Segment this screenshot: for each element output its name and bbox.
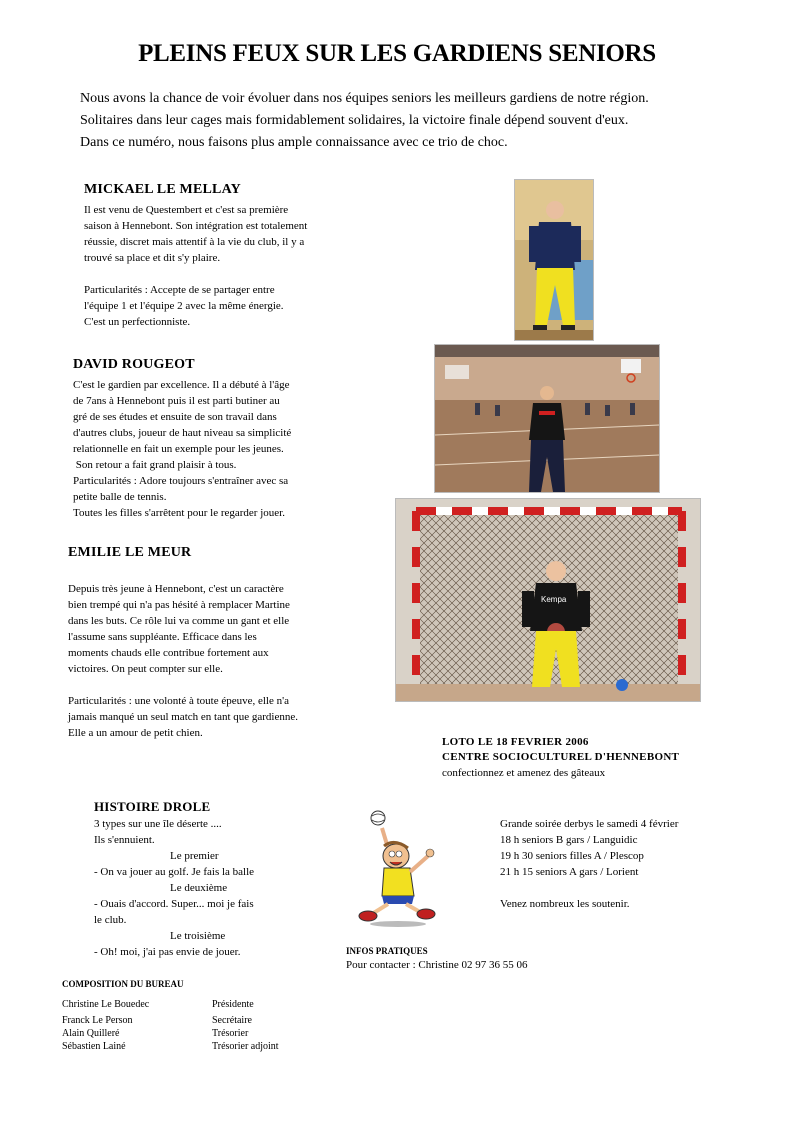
member-role: Trésorier adjoint [212, 1041, 279, 1052]
joke-line: - Oh! moi, j'ai pas envie de jouer. [94, 946, 241, 958]
loto-title: LOTO LE 18 FEVRIER 2006 [442, 736, 589, 748]
goalkeeper-bio [68, 581, 358, 741]
board-member-row [62, 1027, 342, 1040]
handball-cartoon-image [348, 808, 448, 928]
intro-text [80, 88, 760, 154]
joke-text [94, 816, 304, 960]
goalkeeper-section-1 [84, 182, 374, 330]
bio-line: Particularités : une volonté à toute épeuve, elle n'a [68, 695, 289, 707]
board-title: COMPOSITION DU BUREAU [62, 979, 184, 989]
joke-title: HISTOIRE DROLE [94, 799, 211, 814]
contact-line: Pour contacter : Christine 02 97 36 55 06 [346, 959, 528, 971]
bio-line: réussie, discret mais attentif à la vie du club, il y a [84, 236, 305, 248]
bio-line: saison à Hennebont. Son intégration est totalement [84, 220, 308, 232]
goalkeeper-section-2 [73, 357, 363, 521]
member-role: Secrétaire [212, 1015, 252, 1026]
joke-line: le club. [94, 914, 127, 926]
joke-line: - On va jouer au golf. Je fais la balle [94, 866, 255, 878]
joke-section [94, 799, 304, 960]
bio-line: Particularités : Adore toujours s'entraîner avec sa [73, 475, 289, 487]
practical-info [346, 945, 527, 973]
loto-announcement [442, 735, 679, 781]
goalkeeper-section-3 [68, 545, 358, 741]
intro-line: Dans ce numéro, nous faisons plus ample connaissance avec ce trio de choc. [80, 135, 508, 150]
member-name: Christine Le Bouedec [62, 999, 150, 1010]
member-name: Franck Le Person [62, 1015, 133, 1026]
page-title: PLEINS FEUX SUR LES GARDIENS SENIORS [138, 40, 656, 67]
bio-line: gré de ses études et ensuite de son travail dans [73, 411, 277, 423]
bio-line: bien trempé qui n'a pas hésité à remplacer Martine [68, 599, 290, 611]
member-role: Trésorier [212, 1028, 249, 1039]
bio-line: Il est venu de Questembert et c'est sa première [84, 204, 289, 216]
joke-line: Le deuxième [170, 882, 228, 894]
bio-line: dans les buts. Ce rôle lui va comme un gant et elle [68, 615, 290, 627]
intro-line: Nous avons la chance de voir évoluer dans nos équipes seniors les meilleurs gardiens de notre région. [80, 91, 649, 106]
goalkeeper-name: MICKAEL LE MELLAY [84, 182, 241, 197]
board-composition [62, 978, 342, 1053]
derby-line: 18 h seniors B gars / Languidic [500, 834, 638, 846]
goalkeeper-bio [73, 377, 363, 521]
member-role: Présidente [212, 999, 254, 1010]
derby-line: 21 h 15 seniors A gars / Lorient [500, 866, 639, 878]
joke-line: Le premier [170, 850, 219, 862]
derby-evening-info [500, 816, 678, 912]
bio-line: Toutes les filles s'arrêtent pour le regarder jouer. [73, 507, 285, 519]
goalkeeper-photo-2 [434, 344, 660, 493]
bio-line: l'équipe 1 et l'équipe 2 avec la même énergie. [84, 300, 284, 312]
bio-line: C'est le gardien par excellence. Il a débuté à l'âge [73, 379, 290, 391]
practical-info-title: INFOS PRATIQUES [346, 946, 428, 956]
joke-line: 3 types sur une île déserte .... [94, 818, 222, 830]
joke-line: - Ouais d'accord. Super... moi je fais [94, 898, 254, 910]
goalkeeper-photo-3 [395, 498, 701, 702]
bio-line: Particularités : Accepte de se partager entre [84, 284, 275, 296]
bio-line: de 7ans à Hennebont puis il est parti butiner au [73, 395, 280, 407]
bio-line: relationnelle en fait un exemple pour les jeunes. [73, 443, 284, 455]
board-member-row [62, 1014, 342, 1027]
bio-line: moments chauds elle contribue fortement aux [68, 647, 269, 659]
goalkeeper-photo-1 [514, 179, 594, 341]
intro-line: Solitaires dans leur cages mais formidablement solidaires, la victoire finale dépend souvent d'eux. [80, 113, 629, 128]
svg-text:Kempa: Kempa [541, 595, 567, 604]
bio-line: Son retour a fait grand plaisir à tous. [73, 459, 237, 471]
board-members [62, 998, 342, 1053]
loto-location: CENTRE SOCIOCULTUREL D'HENNEBONT [442, 751, 680, 763]
derby-line: Venez nombreux les soutenir. [500, 898, 630, 910]
derby-line: 19 h 30 seniors filles A / Plescop [500, 850, 644, 862]
goalkeeper-name: EMILIE LE MEUR [68, 545, 192, 560]
member-name: Sébastien Lainé [62, 1041, 126, 1052]
bio-line: Elle a un amour de petit chien. [68, 727, 203, 739]
joke-line: Le troisième [170, 930, 226, 942]
bio-line: C'est un perfectionniste. [84, 316, 191, 328]
derby-line: Grande soirée derbys le samedi 4 février [500, 818, 679, 830]
loto-note: confectionnez et amenez des gâteaux [442, 767, 606, 779]
bio-line: trouvé sa place et dit s'y plaire. [84, 252, 221, 264]
member-name: Alain Quilleré [62, 1028, 120, 1039]
goalkeeper-bio [84, 202, 374, 330]
bio-line: jamais manqué un seul match en tant que gardienne. [68, 711, 299, 723]
goalkeeper-name: DAVID ROUGEOT [73, 357, 195, 372]
board-member-row [62, 998, 342, 1011]
bio-line: d'autres clubs, joueur de haut niveau sa simplicité [73, 427, 292, 439]
bio-line: petite balle de tennis. [73, 491, 167, 503]
bio-line: l'assume sans suppléante. Efficace dans les [68, 631, 257, 643]
board-member-row [62, 1040, 342, 1053]
bio-line: victoires. On peut compter sur elle. [68, 663, 223, 675]
bio-line: Depuis très jeune à Hennebont, c'est un caractère [68, 583, 284, 595]
joke-line: Ils s'ennuient. [94, 834, 155, 846]
